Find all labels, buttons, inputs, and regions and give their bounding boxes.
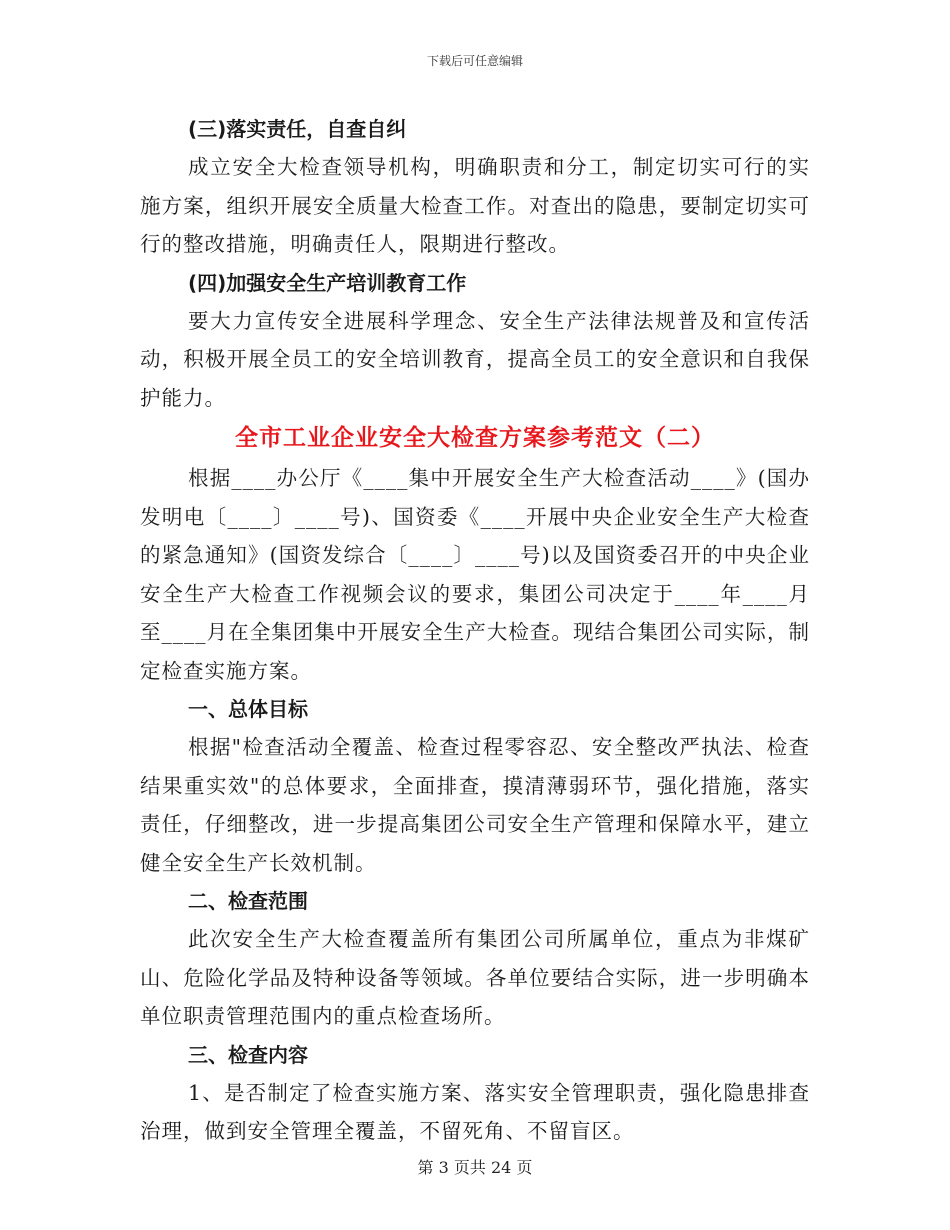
paragraph-inspection-content: 1、是否制定了检查实施方案、落实安全管理职责，强化隐患排查治理，做到安全管理全覆盖，不留死角、不留盲区。 bbox=[140, 1080, 810, 1143]
document-title: 全市工业企业安全大检查方案参考范文（二） bbox=[235, 425, 715, 451]
heading-overall-goal: 一、总体目标 bbox=[188, 697, 308, 721]
heading-inspection-content: 三、检查内容 bbox=[188, 1042, 308, 1067]
paragraph-overall-goal: 根据"检查活动全覆盖、检查过程零容忍、安全整改严执法、检查结果重实效"的总体要求，全面排查，摸清薄弱环节，强化措施，落实责任，仔细整改，进一步提高集团公司安全生产管理和保障水平，建立健全安全生产长效机制。 bbox=[140, 735, 810, 875]
section-heading-3: (三)落实责任，自查自纠 bbox=[188, 117, 407, 141]
document-body bbox=[140, 110, 810, 1151]
page-header-note: 下载后可任意编辑 bbox=[426, 54, 523, 68]
paragraph-inspection-scope: 此次安全生产大检查覆盖所有集团公司所属单位，重点为非煤矿山、危险化学品及特种设备等领域。各单位要结合实际，进一步明确本单位职责管理范围内的重点检查场所。 bbox=[140, 927, 810, 1028]
section-paragraph-3: 成立安全大检查领导机构，明确职责和分工，制定切实可行的实施方案，组织开展安全质量大检查工作。对查出的隐患，要制定切实可行的整改措施，明确责任人，限期进行整改。 bbox=[140, 155, 810, 256]
section-paragraph-4: 要大力宣传安全进展科学理念、安全生产法律法规普及和宣传活动，积极开展全员工的安全培训教育，提高全员工的安全意识和自我保护能力。 bbox=[140, 308, 810, 410]
section-heading-4: (四)加强安全生产培训教育工作 bbox=[188, 270, 467, 295]
page-footer: 第 3 页共 24 页 bbox=[417, 1158, 533, 1177]
intro-paragraph: 根据____办公厅《____集中开展安全生产大检查活动____》(国办发明电〔____〕____号)、国资委《____开展中央企业安全生产大检查的紧急通知》(国资发综合〔____〕____号)以及国资委召开的中央企业安全生产大检查工作视频会议的要求，集团公司决定于____年____月至____月在全集团集中开展安全生产大检查。现结合集团公司实际，制定检查实施方案。 bbox=[140, 466, 810, 683]
heading-inspection-scope: 二、检查范围 bbox=[188, 889, 308, 913]
